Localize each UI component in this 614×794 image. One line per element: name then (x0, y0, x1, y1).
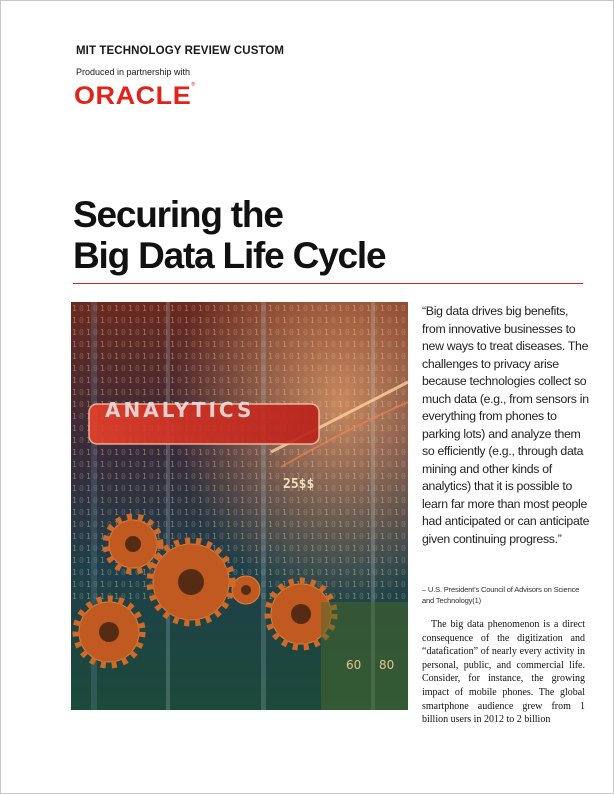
title-line-2: Big Data Life Cycle (73, 235, 386, 276)
partner-line: Produced in partnership with (76, 67, 191, 77)
masthead: MIT TECHNOLOGY REVIEW CUSTOM (76, 45, 285, 57)
page-title (73, 194, 385, 276)
pull-quote: “Big data drives big benefits, from innovative businesses to new ways to treat diseases. The challenges to privacy arise because technologies collect so much data (e.g., from sensors in everything from phones to parking lots) and analyze them so efficiently (e.g., through data mining and other kinds of analytics) that it is possible to learn far more than most people had anticipated or can anticipate given continuing progress.” (422, 304, 590, 546)
quote-attribution: – U.S. President’s Council of Advisors on Science and Technology(1) (422, 585, 580, 605)
gear-number-60: 60 (346, 658, 362, 672)
title-line-1: Securing the (73, 194, 283, 235)
body-paragraph: The big data phenomenon is a direct consequence of the digitization and “datafication” of nearly every activity in personal, public, and commercial life. Consider, for instance, the growing impact of mobile phones. The global smartphone audience grew from 1 billion users in 2012 to 2 billion (422, 619, 585, 726)
gear-number-80: 80 (379, 658, 395, 672)
analytics-overlay-text: ANALYTICS (105, 398, 255, 422)
oracle-logo: ORACLE® (74, 82, 196, 110)
title-divider (73, 283, 583, 284)
code-text: 25$$ (283, 477, 315, 492)
analytics-collage-image (71, 302, 408, 710)
